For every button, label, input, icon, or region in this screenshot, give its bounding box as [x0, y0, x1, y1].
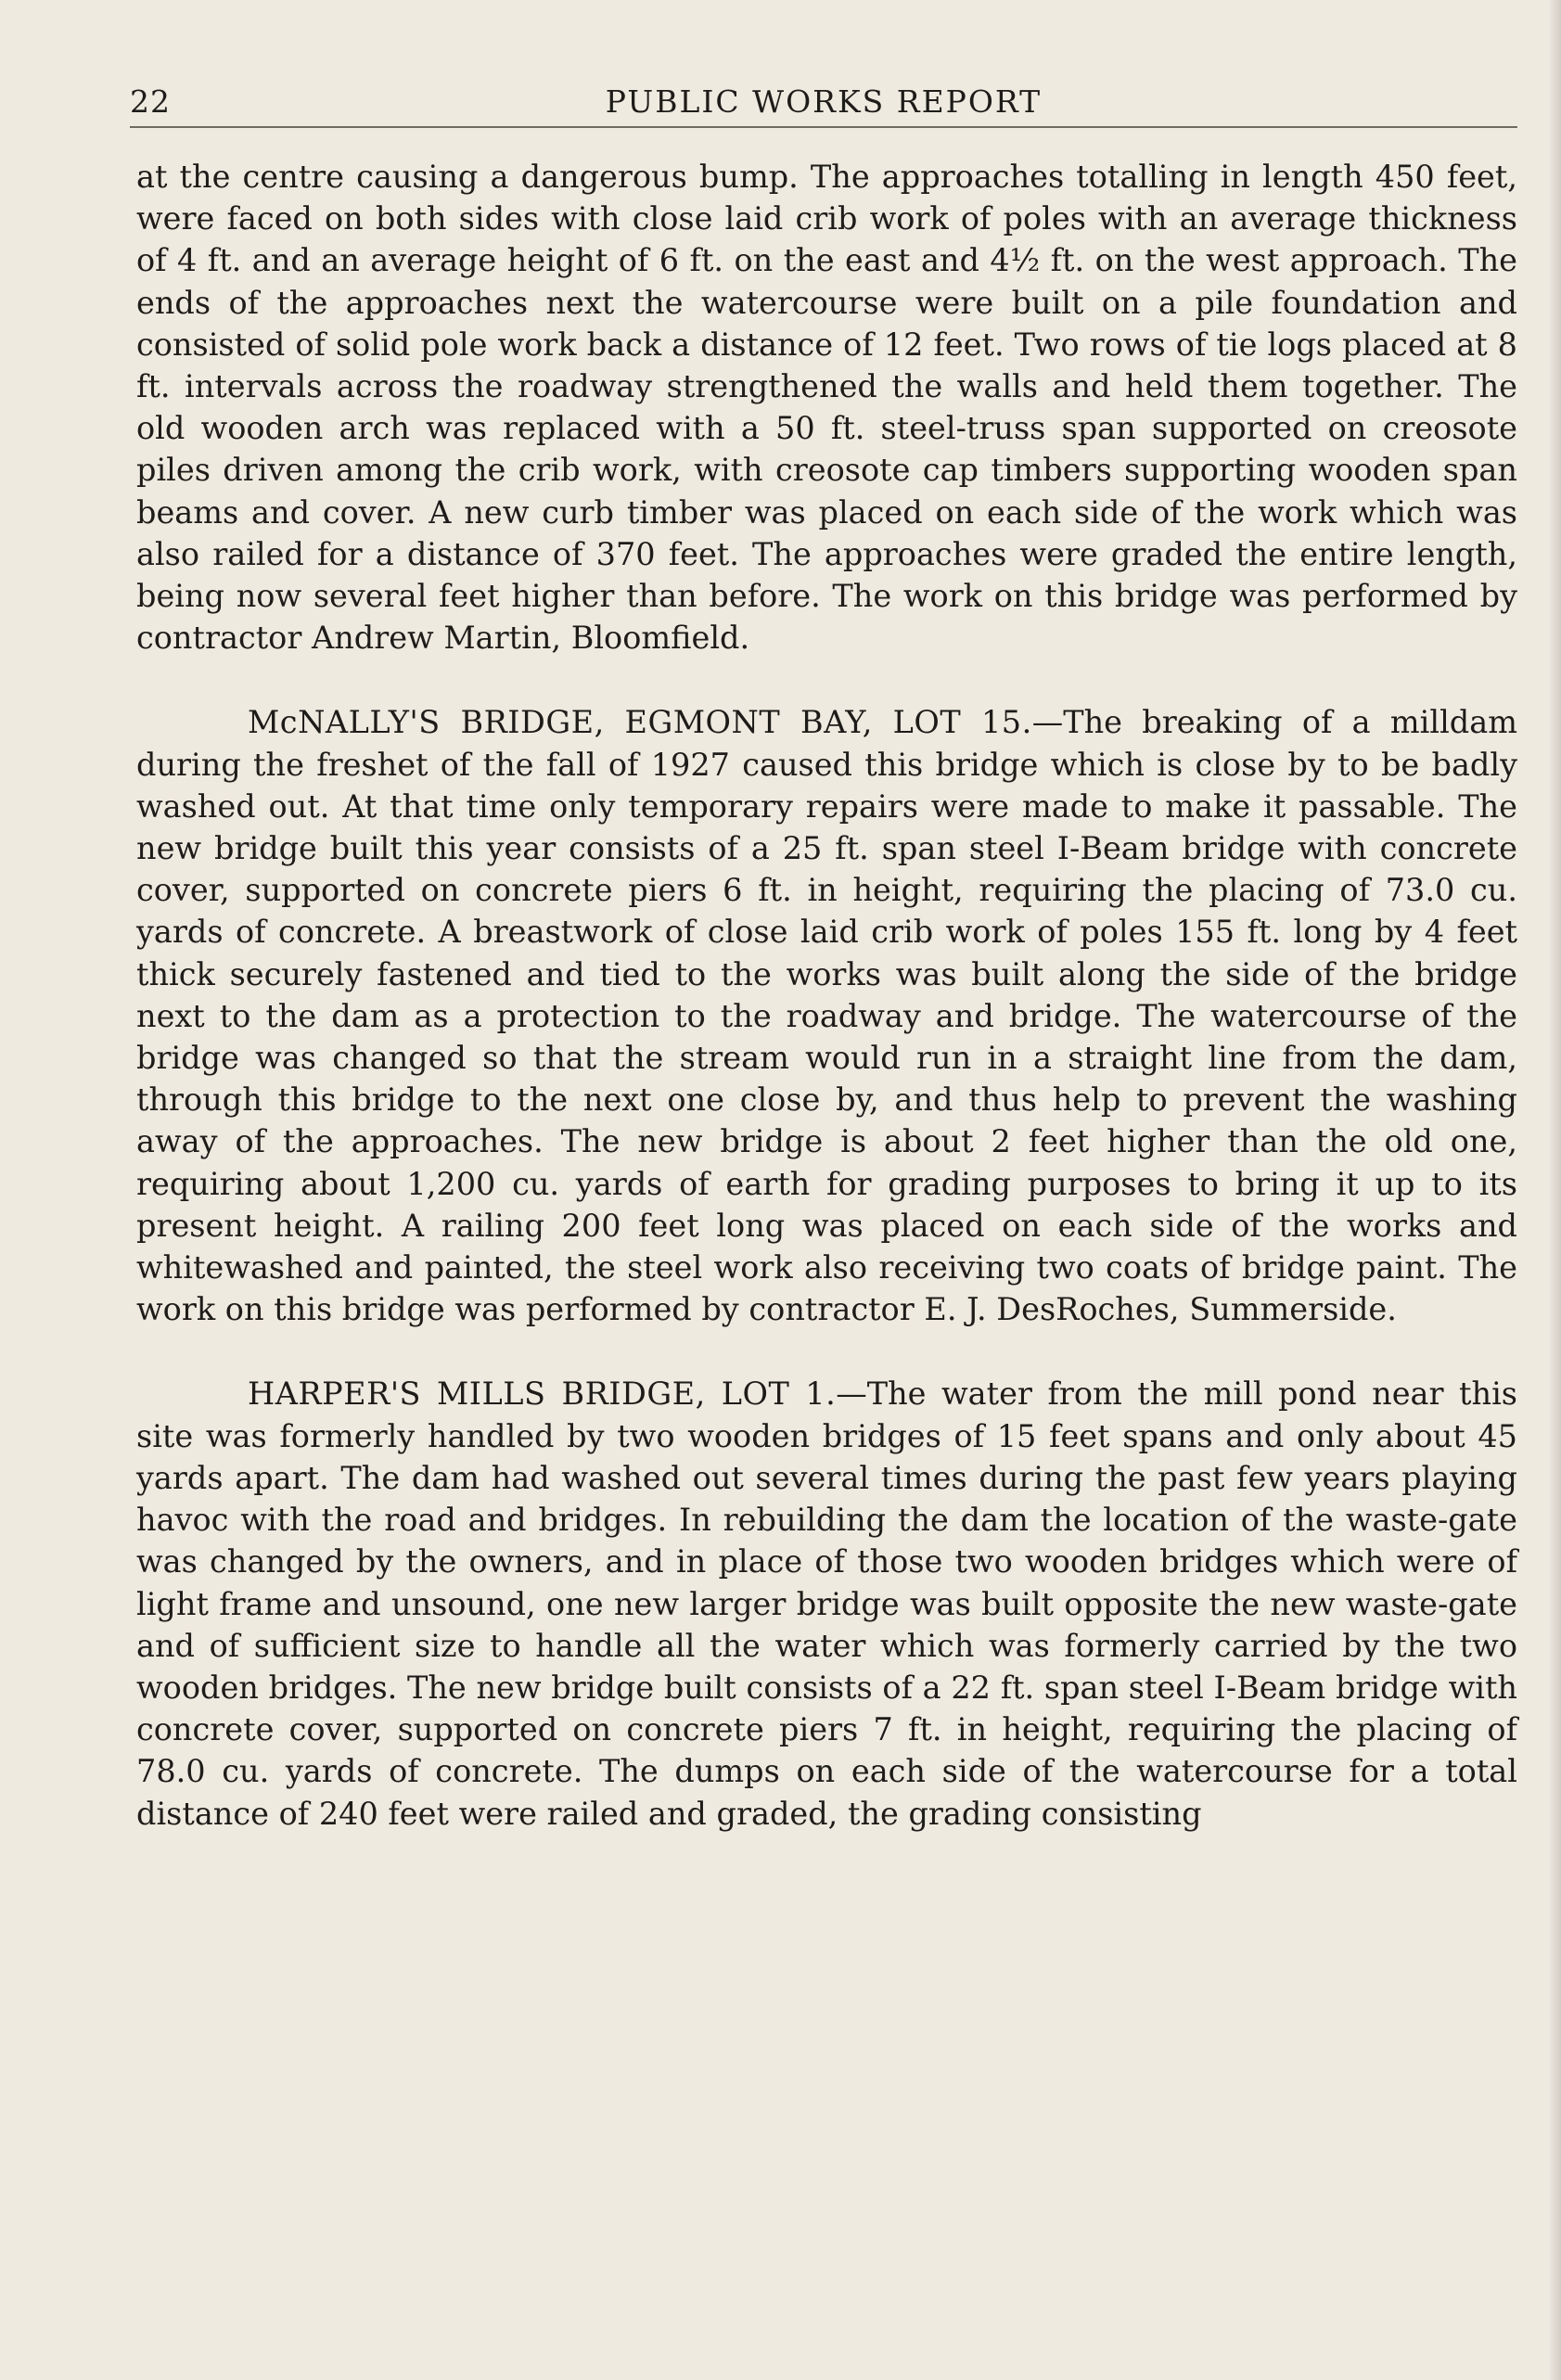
body-text [136, 128, 1517, 1835]
paragraph-text: at the centre causing a dangerous bump. The approaches totalling in length 450 feet, were faced on both sides with close laid crib work of poles with an average thickness of 4 ft. and an average height of 6 ft. on the east and 4½ ft. on the west approach. The ends of the approaches next the watercourse were built on a pile foundation and consisted of solid pole work back a distance of 12 feet. Two rows of tie logs placed at 8 ft. intervals across the roadway strengthened the walls and held them together. The old wooden arch was replaced with a 50 ft. steel-truss span supported on creosote piles driven among the crib work, with creosote cap timbers supporting wooden span beams and cover. A new curb timber was placed on each side of the work which was also railed for a distance of 370 feet. The approaches were graded the entire length, being now several feet higher than before. The work on this bridge was performed by contractor Andrew Martin, Bloomfield. [136, 159, 1517, 657]
section-heading: HARPER'S MILLS BRIDGE, LOT 1. [248, 1376, 837, 1413]
paragraph-mcnallys-bridge [136, 701, 1517, 1330]
paragraph-harpers-mills-bridge [136, 1373, 1517, 1834]
page-edge-shadow [1548, 0, 1561, 2380]
paragraph-text: —The breaking of a milldam during the freshet of the fall of 1927 caused this bridge which is close by to be badly washed out. At that time only temporary repairs were made to make it passable. The new bridge built this year consists of a 25 ft. span steel I-Beam bridge with concrete cover, supported on concrete piers 6 ft. in height, requiring the placing of 73.0 cu. yards of concrete. A breastwork of close laid crib work of poles 155 ft. long by 4 feet thick securely fastened and tied to the works was built along the side of the bridge next to the dam as a protection to the roadway and bridge. The watercourse of the bridge was changed so that the stream would run in a straight line from the dam, through this bridge to the next one close by, and thus help to prevent the washing away of the approaches. The new bridge is about 2 feet higher than the old one, requiring about 1,200 cu. yards of earth for grading purposes to bring it up to its present height. A railing 200 feet long was placed on each side of the works and whitewashed and painted, the steel work also receiving two coats of bridge paint. The work on this bridge was performed by contractor E. J. DesRoches, Summerside. [136, 704, 1517, 1328]
section-heading: McNALLY'S BRIDGE, EGMONT BAY, LOT 15. [248, 704, 1032, 741]
paragraph-text: —The water from the mill pond near this site was formerly handled by two wooden bridges of 15 feet spans and only about 45 yards apart. The dam had washed out several times during the past few years playing havoc with the road and bridges. In rebuilding the dam the location of the waste-gate was changed by the owners, and in place of those two wooden bridges which were of light frame and unsound, one new larger bridge was built opposite the new waste-gate and of sufficient size to handle all the water which was formerly carried by the two wooden bridges. The new bridge built consists of a 22 ft. span steel I-Beam bridge with concrete cover, supported on concrete piers 7 ft. in height, requiring the placing of 78.0 cu. yards of concrete. The dumps on each side of the watercourse for a total distance of 240 feet were railed and graded, the grading consisting [136, 1376, 1517, 1832]
paragraph-continuation [136, 156, 1517, 659]
running-head: PUBLIC WORKS REPORT [605, 83, 1043, 120]
page-header [130, 83, 1517, 128]
page-number: 22 [130, 83, 171, 120]
